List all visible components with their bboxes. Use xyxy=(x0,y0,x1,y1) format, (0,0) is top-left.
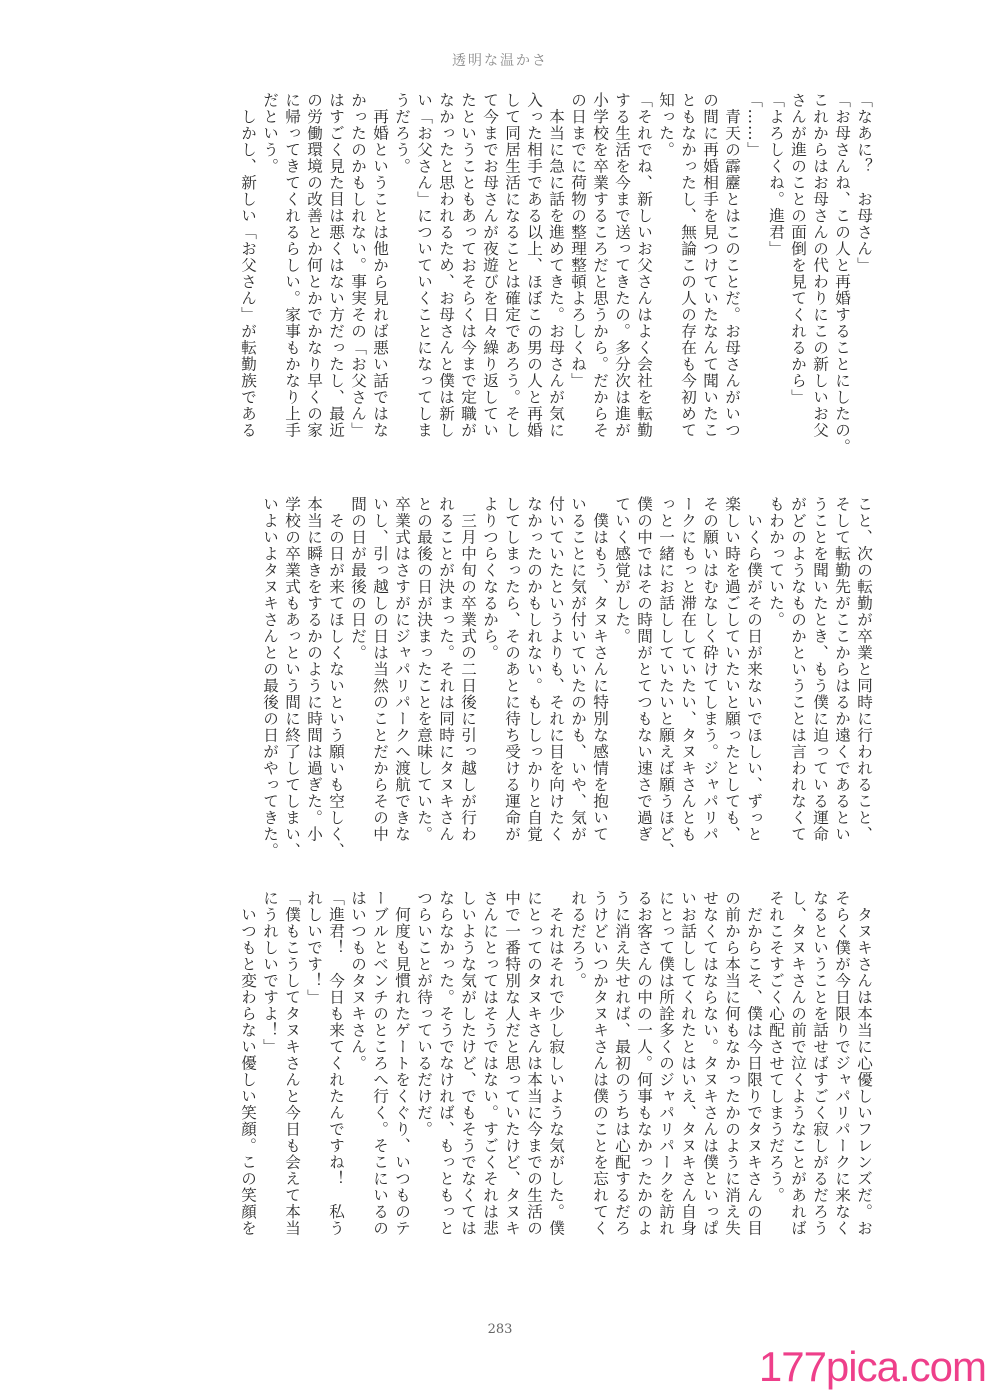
text-line: ーブルとベンチのところへ行く。そこにいるの xyxy=(371,890,389,1237)
text-block-bottom xyxy=(115,890,875,1275)
text-line: て今までお母さんが夜遊びを日々繰り返してい xyxy=(481,92,499,439)
text-line: しかし、新しい「お父さん」が転勤族である xyxy=(239,92,257,439)
text-line: 「なあに？ お母さん」 xyxy=(855,92,873,274)
text-line: れることが決まった。それは同時にタヌキさん xyxy=(437,496,455,843)
text-line: っと一緒にお話ししていたいと願えば願うほど、 xyxy=(657,496,675,859)
text-line: の間に再婚相手を見つけていたなんて聞いたこ xyxy=(701,92,719,439)
text-line: れるだろう。 xyxy=(569,890,587,989)
text-line: する生活を今まで送ってきたの。多分次は進が xyxy=(613,92,631,439)
text-line: もわかっていた。 xyxy=(767,496,785,628)
text-line: はすごく見た目は悪くはない方だったし、最近 xyxy=(327,92,345,439)
text-line: いくら僕がその日が来ないでほしい、ずっと xyxy=(745,496,763,843)
text-line: つらいことが待っているだけだ。 xyxy=(415,890,433,1138)
text-line: その日が来てほしくないという願いも空しく、 xyxy=(327,496,345,859)
text-line: いよいよタヌキさんとの最後の日がやってきた。 xyxy=(261,496,279,859)
text-line: 青天の霹靂とはこのことだ。お母さんがいつ xyxy=(723,92,741,439)
text-line: うことを聞いたとき、もう僕に迫っている運命 xyxy=(811,496,829,843)
text-line: してしまったら、そのあとに待ち受ける運命が xyxy=(503,496,521,843)
text-line: ならなかった。そうでなければ、もっともっと xyxy=(437,890,455,1237)
text-line: ークにもっと滞在していたい、タヌキさんとも xyxy=(679,496,697,843)
text-line: るお客さんの中の一人。何事もなかったかのよ xyxy=(635,890,653,1237)
text-line: 本当に急に話を進めてきた。お母さんが気に xyxy=(547,92,565,439)
text-line: の前から本当に何もなかったかのように消え失 xyxy=(723,890,741,1237)
text-line: なかったと思われるため、お母さんと僕は新し xyxy=(437,92,455,439)
text-line: タヌキさんは本当に心優しいフレンズだ。お xyxy=(855,890,873,1237)
text-line: だからこそ、僕は今日限りでタヌキさんの目 xyxy=(745,890,763,1237)
text-line: 付いていたというよりも、それに目を向けたく xyxy=(547,496,565,843)
text-line: それはそれで少し寂しいような気がした。僕 xyxy=(547,890,565,1237)
text-line: 「それでね、新しいお父さんはよく会社を転勤 xyxy=(635,92,653,439)
text-line: 入った相手である以上、ほぼこの男の人と再婚 xyxy=(525,92,543,439)
text-line: いし、引っ越しの日は当然のことだからその中 xyxy=(371,496,389,843)
text-line: 何度も見慣れたゲートをくぐり、いつものテ xyxy=(393,890,411,1237)
text-line: 「僕もこうしてタヌキさんと今日も会えて本当 xyxy=(283,890,301,1237)
text-line: にとって僕は所詮多くのジャパリパークを訪れ xyxy=(657,890,675,1237)
running-header: 透明な温かさ xyxy=(452,53,548,69)
page-number: 283 xyxy=(487,1322,513,1337)
text-line: れしいです！」 xyxy=(305,890,323,1006)
text-line: 本当に瞬きをするかのように時間は過ぎた。小 xyxy=(305,496,323,843)
text-line: にうれしいですよ！」 xyxy=(261,890,279,1055)
text-line: そらく僕が今日限りでジャパリパークに来なく xyxy=(833,890,851,1237)
text-line: なるということを話せばすごく寂しがるだろう xyxy=(811,890,829,1237)
text-line: これからはお母さんの代わりにこの新しいお父 xyxy=(811,92,829,439)
text-line: うに消え失せれば、最初のうちは心配するだろ xyxy=(613,890,631,1237)
text-line: 僕はもう、タヌキさんに特別な感情を抱いて xyxy=(591,496,609,843)
text-line: そして転勤先がここからはるか遠くであるとい xyxy=(833,496,851,843)
text-line: 楽しい時を過ごしていたいと願ったとしても、 xyxy=(723,496,741,843)
text-line: との最後の日が決まったことを意味していた。 xyxy=(415,496,433,843)
text-line: なかったのかもしれない。もししっかりと自覚 xyxy=(525,496,543,843)
text-line: 知った。 xyxy=(657,92,675,158)
text-line: して同居生活になることは確定であろう。そし xyxy=(503,92,521,439)
text-line: たということもあっておそらくは今まで定職が xyxy=(459,92,477,439)
text-line: 「よろしくね。進君」 xyxy=(767,92,785,257)
text-line: 再婚ということは他から見れば悪い話ではな xyxy=(371,92,389,439)
text-line: 卒業式はさすがにジャパリパークへ渡航できな xyxy=(393,496,411,843)
text-line: うだろう。 xyxy=(393,92,411,175)
text-line: せなくてはならない。タヌキさんは僕といっぱ xyxy=(701,890,719,1237)
text-line: 学校の卒業式もあっという間に終了してしまい、 xyxy=(283,496,301,859)
text-block-top xyxy=(115,92,875,476)
text-line: こと、次の転勤が卒業と同時に行われること、 xyxy=(855,496,873,843)
text-line: の日までに荷物の整理整頓よろしくね」 xyxy=(569,92,587,389)
text-line: がどのようなものかということは言われなくて xyxy=(789,496,807,843)
text-line: よりつらくなるから。 xyxy=(481,496,499,661)
text-line: ていく感覚がした。 xyxy=(613,496,631,645)
text-line: うけどいつかタヌキさんは僕のことを忘れてく xyxy=(591,890,609,1237)
text-line: その願いはむなしく砕けてしまう。ジャパリパ xyxy=(701,496,719,843)
text-line: 間の日が最後の日だ。 xyxy=(349,496,367,661)
text-line: さんが進のことの面倒を見てくれるから」 xyxy=(789,92,807,406)
text-line: しいような気がしたけど、でもそうでなくては xyxy=(459,890,477,1237)
text-line: 「進君！ 今日も来てくれたんですね！ 私う xyxy=(327,890,345,1237)
text-line: はいつものタヌキさん。 xyxy=(349,890,367,1072)
text-line: いつもと変わらない優しい笑顔。この笑顔を xyxy=(239,890,257,1237)
text-line: それこそすごく心配させてしまうだろう。 xyxy=(767,890,785,1204)
text-line: さんにとってはそうではない。すごくそれは悲 xyxy=(481,890,499,1237)
text-line: 小学校を卒業するころだと思うから。だからそ xyxy=(591,92,609,439)
text-line: し、タヌキさんの前で泣くようなことがあれば xyxy=(789,890,807,1237)
text-line: 中で一番特別な人だと思っていたけど、タヌキ xyxy=(503,890,521,1237)
text-line: に帰ってきてくれるらしい。家事もかなり上手 xyxy=(283,92,301,439)
text-line: いお話ししてくれたとはいえ、タヌキさん自身 xyxy=(679,890,697,1237)
text-line: だという。 xyxy=(261,92,279,175)
text-line: 三月中旬の卒業式の二日後に引っ越しが行わ xyxy=(459,496,477,843)
watermark: 177pica.com xyxy=(758,1343,986,1390)
text-line: かったのかもしれない。事実その「お父さん」 xyxy=(349,92,367,439)
text-block-middle xyxy=(115,496,875,880)
text-line: 「……」 xyxy=(745,92,763,158)
text-line: いることに気が付いていたのかも、いや、気が xyxy=(569,496,587,843)
text-line: 僕の中ではその時間がとてつもない速さで過ぎ xyxy=(635,496,653,843)
text-line: にとってのタヌキさんは本当に今までの生活の xyxy=(525,890,543,1237)
text-line: 「お母さんね、この人と再婚することにしたの。 xyxy=(833,92,851,455)
text-line: ともなかったし、無論この人の存在も今初めて xyxy=(679,92,697,439)
text-line: い「お父さん」についていくことになってしま xyxy=(415,92,433,439)
text-line: の労働環境の改善とか何とかでかなり早くの家 xyxy=(305,92,323,439)
